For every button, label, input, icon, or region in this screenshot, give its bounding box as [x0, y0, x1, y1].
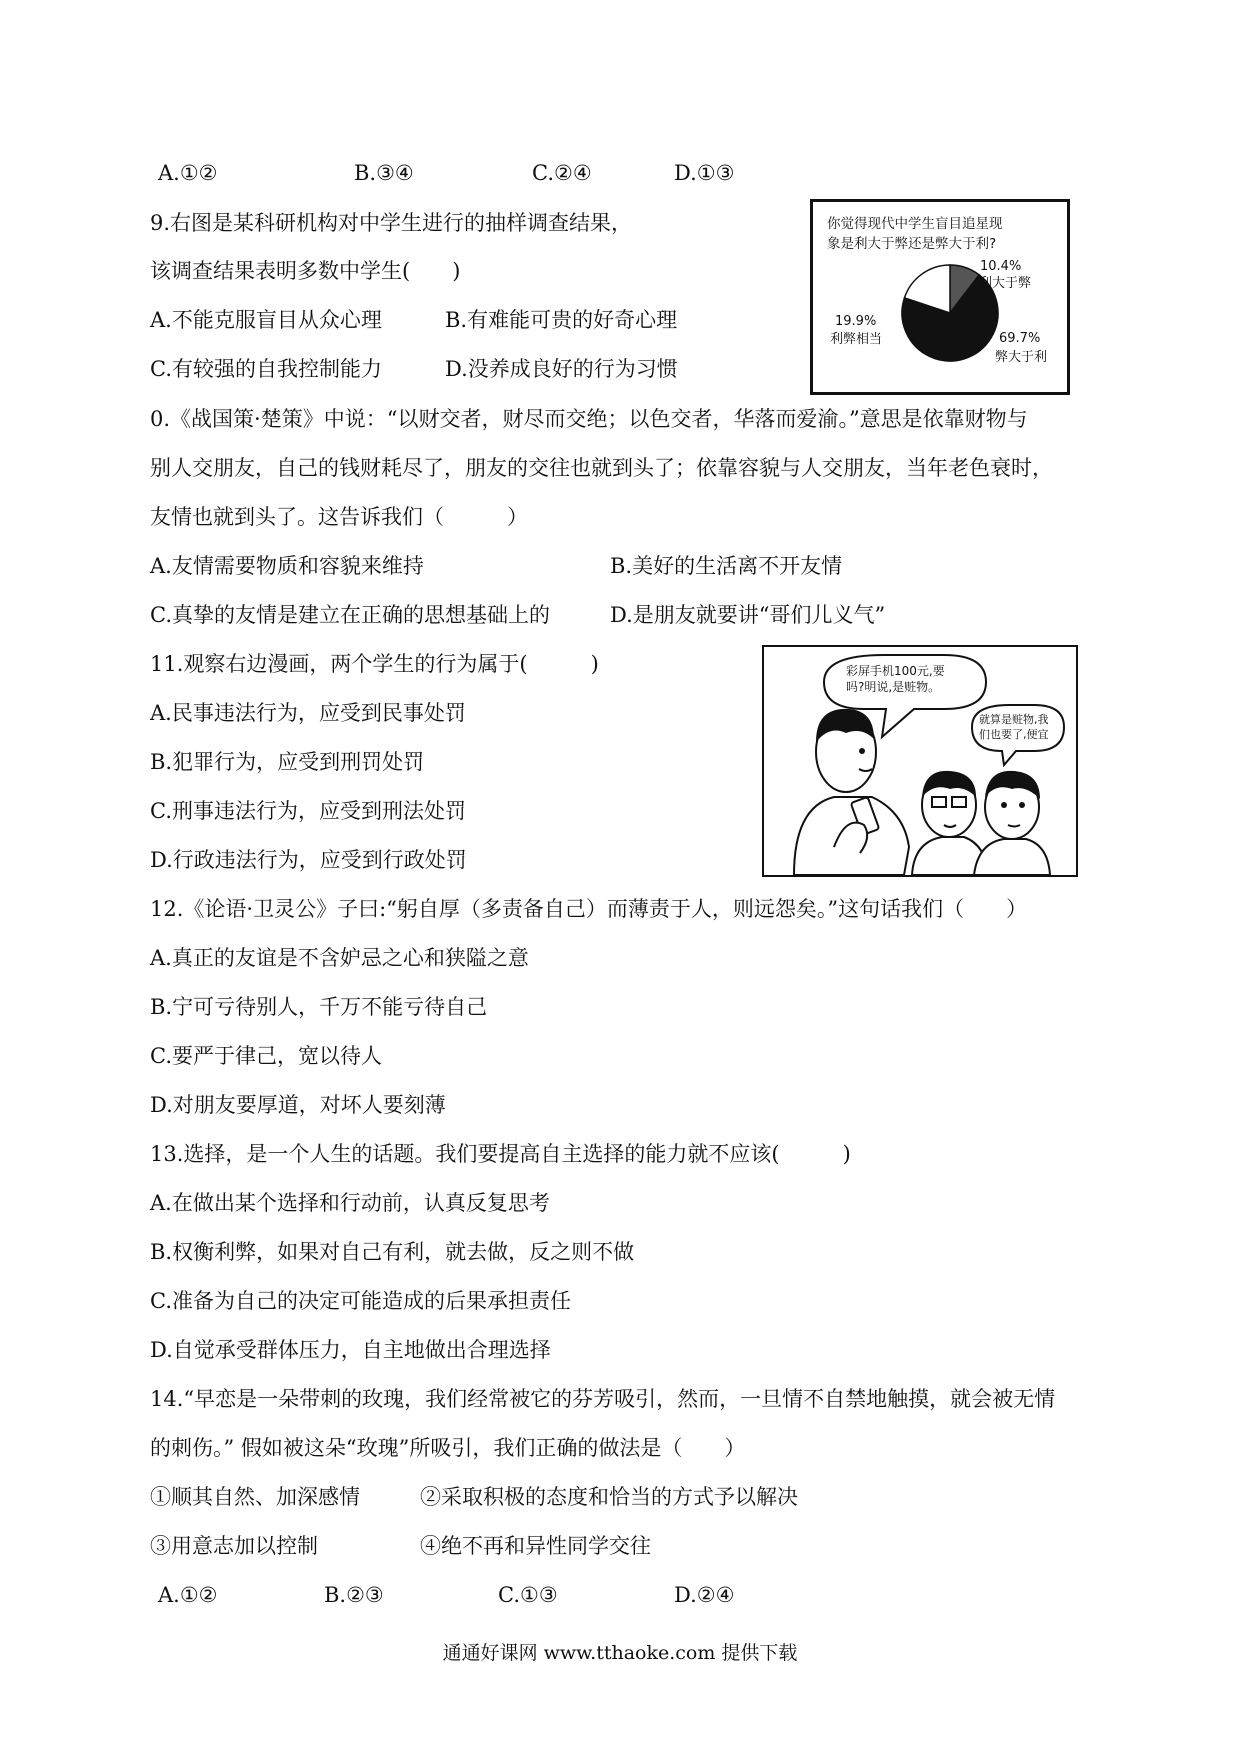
- cartoon-bubble1-line1: 彩屏手机100元,要: [846, 664, 945, 678]
- cartoon-illustration: [762, 645, 1078, 877]
- chart-title-line2: 象是利大于弊还是弊大于利?: [827, 236, 997, 252]
- slice-label-name-con: 弊大于利: [995, 350, 1048, 365]
- q10-option-b: B.美好的生活离不开友情: [610, 554, 843, 578]
- cartoon-bubble1-line2: 吗?明说,是赃物。: [846, 680, 941, 694]
- q8-option-d: D.①③: [674, 161, 735, 185]
- q12-option-d: D.对朋友要厚道，对坏人要刻薄: [150, 1093, 446, 1117]
- q14-statement-3: ③用意志加以控制: [150, 1534, 318, 1558]
- q11-option-c: C.刑事违法行为，应受到刑法处罚: [150, 799, 466, 823]
- q10-stem-line3: 友情也就到头了。这告诉我们（ ）: [150, 505, 528, 529]
- q12-option-a: A.真正的友谊是不含妒忌之心和狭隘之意: [150, 946, 529, 970]
- page-footer: 通通好课网 www.tthaoke.com 提供下载: [442, 1642, 798, 1664]
- q13-option-b: B.权衡利弊，如果对自己有利，就去做，反之则不做: [150, 1240, 635, 1264]
- q11-option-d: D.行政违法行为，应受到行政处罚: [150, 848, 467, 872]
- q12-option-c: C.要严于律己，宽以待人: [150, 1044, 382, 1068]
- q14-statement-2: ②采取积极的态度和恰当的方式予以解决: [420, 1485, 798, 1509]
- cartoon-bubble2-line2: 们也要了,便宜: [979, 728, 1049, 741]
- q14-statement-1: ①顺其自然、加深感情: [150, 1485, 360, 1509]
- q8-option-b: B.③④: [354, 161, 414, 185]
- cartoon-bubble2-line1: 就算是赃物,我: [979, 713, 1049, 726]
- q10-stem-line1: 0.《战国策·楚策》中说：“以财交者，财尽而交绝；以色交者，华落而爱渝。”意思是依靠财物与: [150, 407, 1028, 431]
- chart-title-line1: 你觉得现代中学生盲目追星现: [827, 216, 1003, 232]
- survey-pie-chart: [810, 199, 1070, 395]
- q9-option-a: A.不能克服盲目从众心理: [150, 308, 382, 332]
- q12-stem: 12.《论语·卫灵公》子曰:“躬自厚（多责备自己）而薄责于人，则远怨矣。”这句话我们（ ）: [150, 897, 1028, 921]
- q11-option-b: B.犯罪行为，应受到刑罚处罚: [150, 750, 425, 774]
- q14-option-d: D.②④: [674, 1583, 735, 1607]
- q14-option-b: B.②③: [324, 1583, 384, 1607]
- q14-stem-line2: 的刺伤。” 假如被这朵“玫瑰”所吸引，我们正确的做法是（ ）: [150, 1436, 746, 1460]
- q10-option-c: C.真挚的友情是建立在正确的思想基础上的: [150, 603, 550, 627]
- q9-stem-line1: 9.右图是某科研机构对中学生进行的抽样调查结果，: [150, 211, 633, 235]
- q14-stem-line1: 14.“早恋是一朵带刺的玫瑰，我们经常被它的芬芳吸引，然而，一旦情不自禁地触摸，就会被无情: [150, 1387, 1056, 1411]
- q14-option-c: C.①③: [498, 1583, 558, 1607]
- q13-option-c: C.准备为自己的决定可能造成的后果承担责任: [150, 1289, 571, 1313]
- q11-stem: 11.观察右边漫画，两个学生的行为属于( ): [150, 652, 599, 676]
- slice-label-name-equal: 利弊相当: [830, 332, 883, 347]
- q13-option-d: D.自觉承受群体压力，自主地做出合理选择: [150, 1338, 551, 1362]
- slice-label-pct-pro: 10.4%: [980, 259, 1022, 274]
- q12-option-b: B.宁可亏待别人，千万不能亏待自己: [150, 995, 488, 1019]
- q9-option-b: B.有难能可贵的好奇心理: [445, 308, 678, 332]
- q13-option-a: A.在做出某个选择和行动前，认真反复思考: [150, 1191, 550, 1215]
- q9-option-c: C.有较强的自我控制能力: [150, 357, 382, 381]
- q14-statement-4: ④绝不再和异性同学交往: [420, 1534, 651, 1558]
- q8-option-c: C.②④: [532, 161, 592, 185]
- slice-label-pct-con: 69.7%: [999, 331, 1041, 346]
- q13-stem: 13.选择，是一个人生的话题。我们要提高自主选择的能力就不应该( ): [150, 1142, 851, 1166]
- q10-stem-line2: 别人交朋友，自己的钱财耗尽了，朋友的交往也就到头了；依靠容貌与人交朋友，当年老色衰时，: [150, 456, 1053, 480]
- q10-option-a: A.友情需要物质和容貌来维持: [150, 554, 424, 578]
- q9-option-d: D.没养成良好的行为习惯: [445, 357, 678, 381]
- slice-label-pct-equal: 19.9%: [835, 314, 877, 329]
- q8-option-a: A.①②: [158, 161, 218, 185]
- q9-stem-line2: 该调查结果表明多数中学生( ): [150, 259, 461, 283]
- slice-label-name-pro: 利大于弊: [979, 276, 1032, 291]
- q10-option-d: D.是朋友就要讲“哥们儿义气”: [610, 603, 886, 627]
- q14-option-a: A.①②: [158, 1583, 218, 1607]
- q11-option-a: A.民事违法行为，应受到民事处罚: [150, 701, 466, 725]
